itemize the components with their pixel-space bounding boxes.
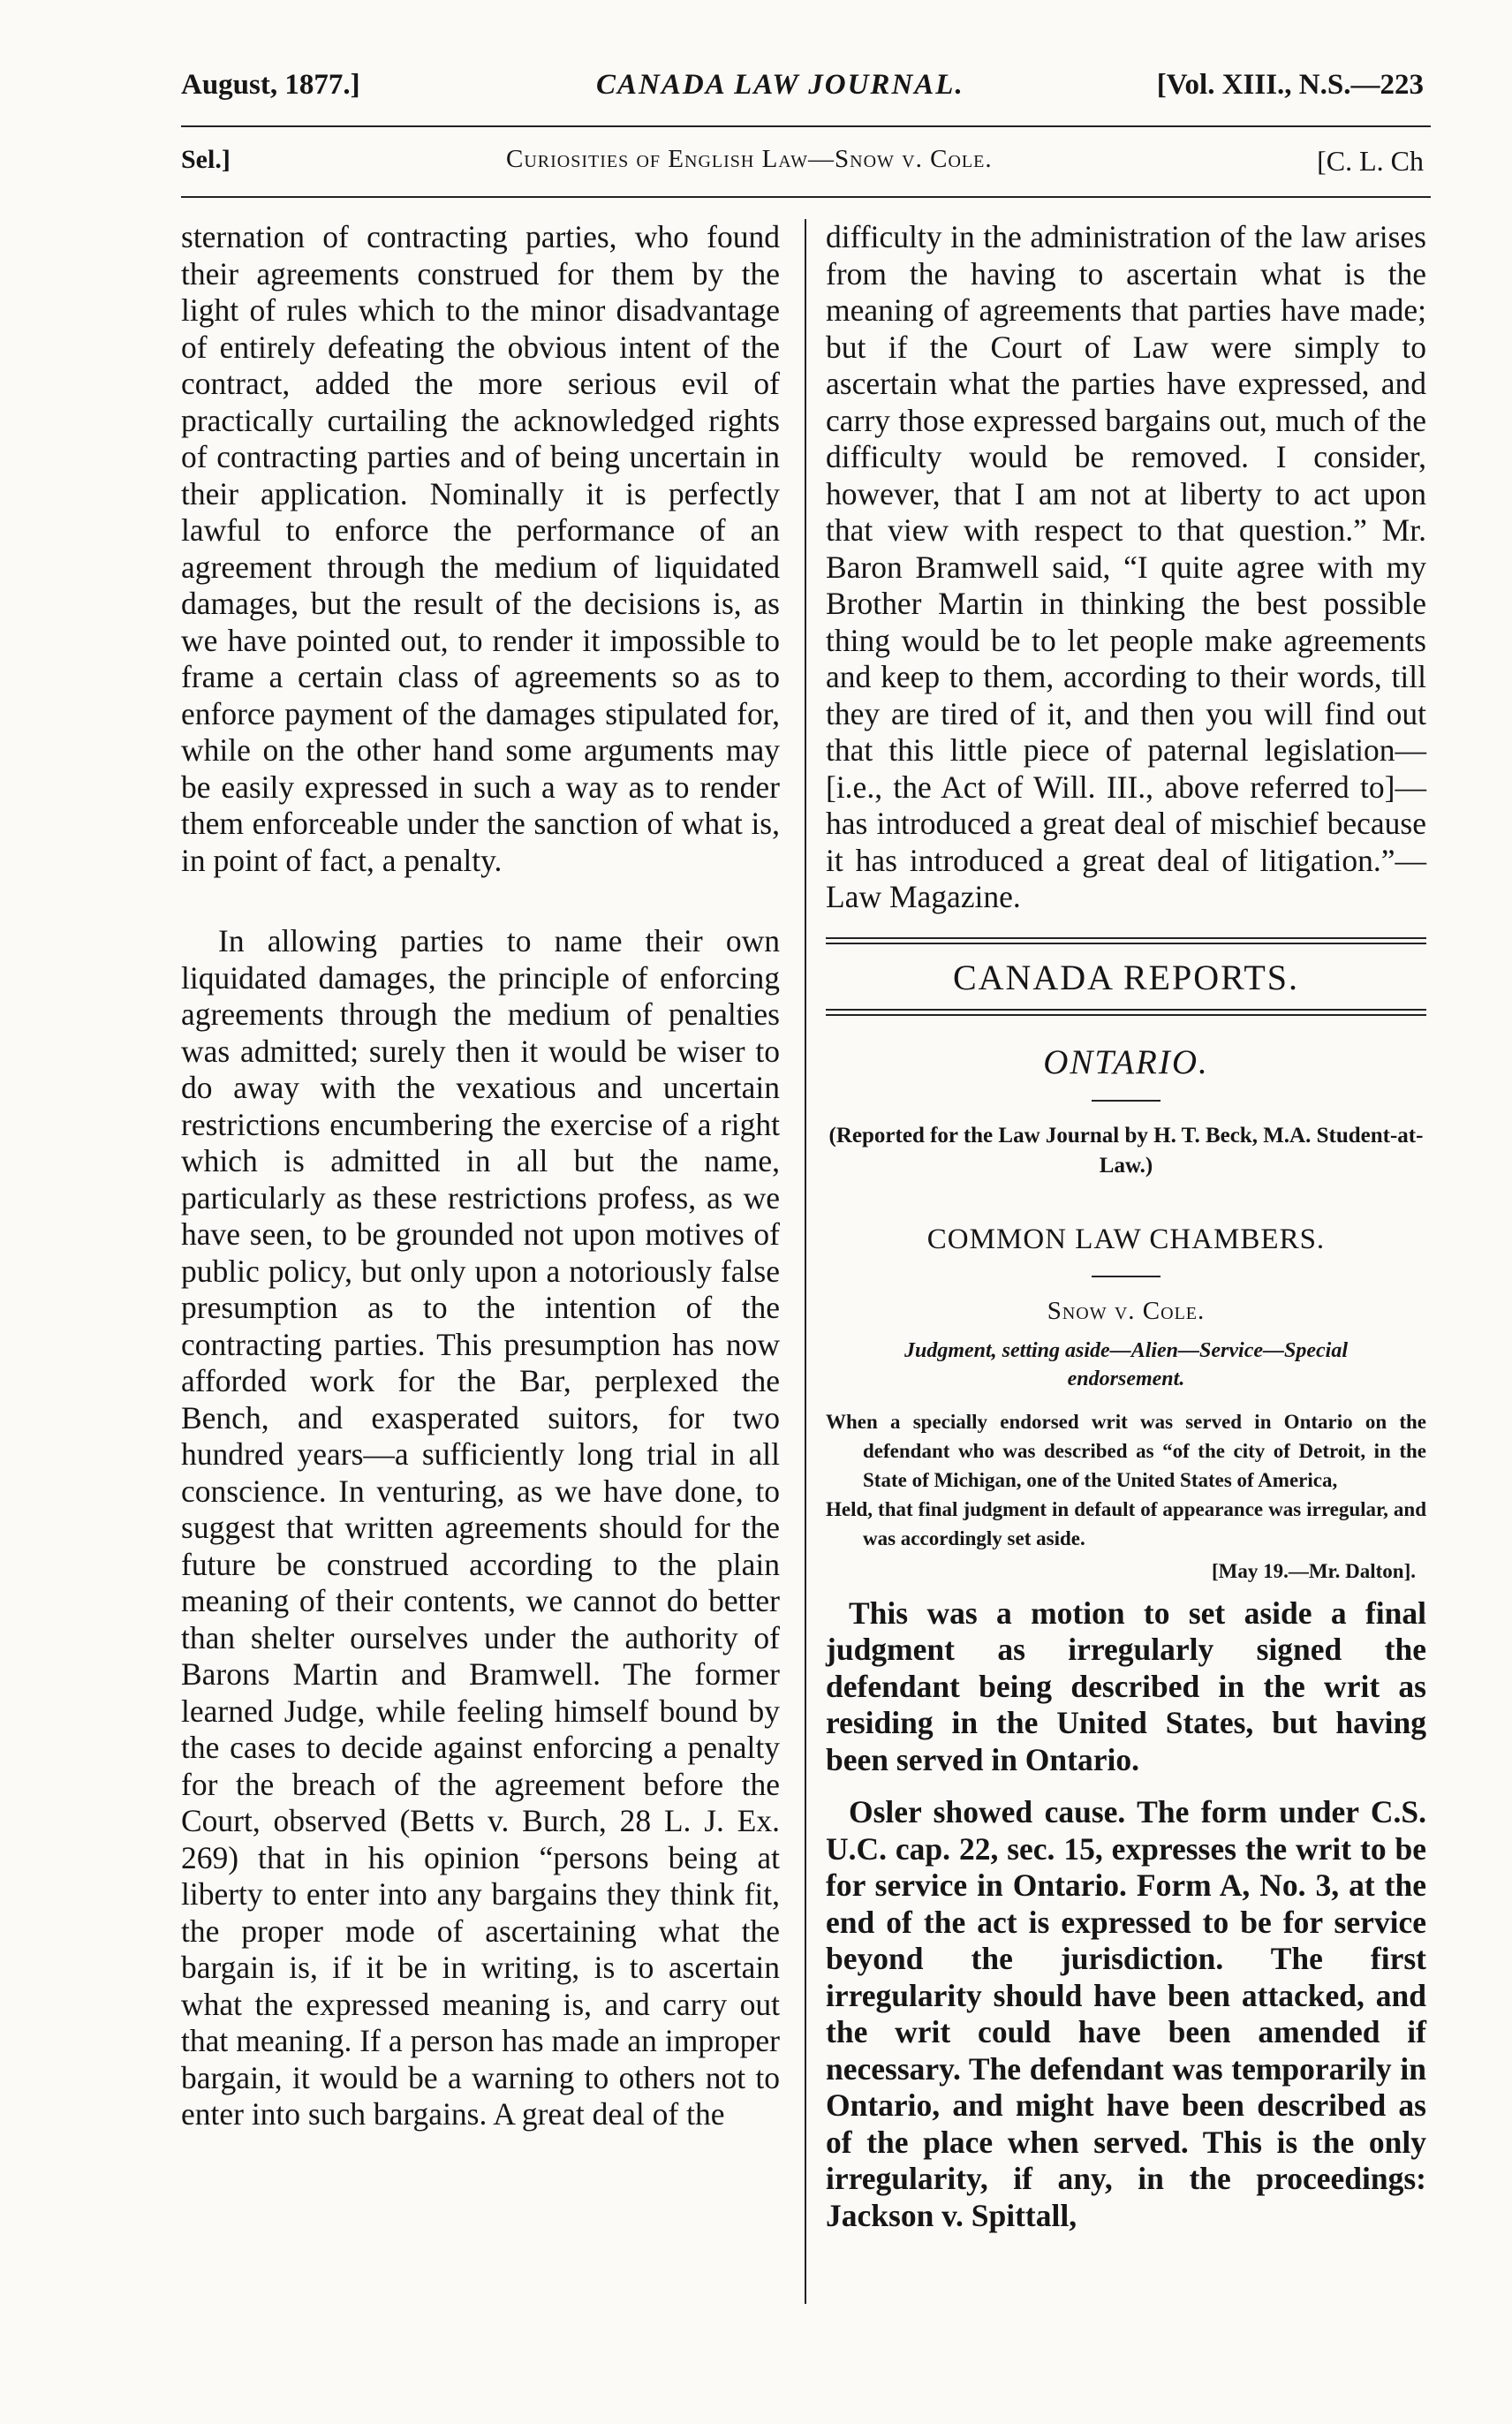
- column-divider: [805, 219, 806, 2304]
- case-paragraph: This was a motion to set aside a final judgment as irregularly signed the defendant being described in the writ as residing in the United States, but having been served in Ontario.: [826, 1595, 1426, 1777]
- header-journal-title: CANADA LAW JOURNAL.: [596, 69, 964, 101]
- divider-rule: [826, 943, 1426, 944]
- article-continuation: difficulty in the administration of the law arises from the having to ascertain what is the meaning of agreements that parties have made; but if the Court of Law were simply to ascertain what the parties have expressed, and carry those expressed bargains out, much of the difficulty would be removed. I consider, however, that I am not at liberty to act upon that view with respect to that question.” Mr. Baron Bramwell said, “I quite agree with my Brother Martin in thinking the best possible thing would be to let people make agreements and keep to them, according to their words, till they are tired of it, and then you will find out that this little piece of paternal legislation—[i.e., the Act of Will. III., above referred to]—has introduced a great deal of mischief because it has introduced a great deal of litigation.”—Law Magazine.: [826, 219, 1426, 914]
- headnote: Judgment, setting aside—Alien—Service—Special endorsement.: [904, 1338, 1348, 1390]
- header-rule: [181, 125, 1431, 127]
- section-left-label: Sel.]: [181, 145, 231, 174]
- section-right-label: [C. L. Ch: [1317, 145, 1424, 177]
- divider-rule: [826, 1009, 1426, 1011]
- left-column: [181, 219, 780, 2133]
- divider-rule: [826, 937, 1426, 939]
- date-judge: [May 19.—Mr. Dalton].: [1211, 1559, 1416, 1582]
- court-heading: COMMON LAW CHAMBERS.: [926, 1223, 1326, 1255]
- syllabus: When a specially endorsed writ was served in Ontario on the defendant who was described as “of the city of Detroit, in the State of Michigan, one of the United States of America,: [826, 1410, 1426, 1491]
- header-date: August, 1877.]: [181, 69, 360, 101]
- running-header: [181, 69, 1424, 115]
- article-paragraph: sternation of contracting parties, who found their agreements construed for them by the light of rules which to the minor disadvantage of entirely defeating the obvious intent of the contract, added the more serious evil of practically curtailing the acknowledged rights of contracting parties and of being uncertain in their application. Nominally it is perfectly lawful to enforce the performance of an agreement through the medium of liquidated damages, but the result of the decisions is, as we have pointed out, to render it impossible to frame a certain class of agreements so as to enforce payment of the damages stipulated for, while on the other hand some arguments may be easily expressed in such a way as to render them enforceable under the sanction of what is, in point of fact, a penalty.: [181, 219, 780, 878]
- reports-title: CANADA REPORTS.: [952, 957, 1300, 997]
- divider-rule: [826, 1014, 1426, 1016]
- case-paragraph: Osler showed cause. The form under C.S. U.C. cap. 22, sec. 15, expresses the writ to be for service in Ontario. Form A, No. 3, at the end of the act is expressed to be for service beyond the jurisdiction. The first irregularity should have been attacked, and the writ could have been amended if necessary. The defendant was temporarily in Ontario, and might have been described as of the place when served. This is the only irregularity, if any, in the proceedings: Jackson v. Spittall,: [826, 1794, 1426, 2233]
- province-heading: ONTARIO.: [1043, 1042, 1209, 1081]
- article-paragraph: In allowing parties to name their own liquidated damages, the principle of enforcing agreements through the medium of penalties was admitted; surely then it would be wiser to do away with the vexatious and uncertain restrictions encumbering the exercise of a right which is admitted in all but the name, particularly as these restrictions profess, as we have seen, to be grounded not upon motives of public policy, but only upon a notoriously false presumption as to the intention of the contracting parties. This presumption has now afforded work for the Bar, perplexed the Bench, and exasperated suitors, for two hundred years—a sufficiently long trial in all conscience. In venturing, as we have done, to suggest that written agreements should for the future be construed according to the plain meaning of their contents, we cannot do better than shelter ourselves under the authority of Barons Martin and Bramwell. The former learned Judge, while feeling himself bound by the cases to decide against enforcing a penalty for the breach of the agreement before the Court, observed (Betts v. Burch, 28 L. J. Ex. 269) that in his opinion “persons being at liberty to enter into any bargains they think fit, the proper mode of ascertaining what the bargain is, if it be in writing, is to ascertain what the expressed meaning is, and carry out that meaning. If a person has made an improper bargain, it would be a warning to others not to enter into such bargains. A great deal of the: [181, 923, 780, 2132]
- section-rule: [181, 196, 1431, 198]
- syllabus-held: Held, that final judgment in default of appearance was irregular, and was accordingly set aside.: [826, 1497, 1426, 1549]
- section-header: [181, 145, 1424, 186]
- header-volume: [Vol. XIII., N.S.—223: [1156, 69, 1424, 101]
- case-name: Snow v. Cole.: [1047, 1296, 1206, 1325]
- short-rule: [1092, 1276, 1160, 1277]
- reporter-note: (Reported for the Law Journal by H. T. Beck, M.A. Student-at-Law.): [828, 1123, 1424, 1178]
- section-title: Curiosities of English Law—Snow v. Cole.: [506, 145, 993, 173]
- short-rule: [1092, 1100, 1160, 1102]
- right-column: [826, 219, 1426, 2234]
